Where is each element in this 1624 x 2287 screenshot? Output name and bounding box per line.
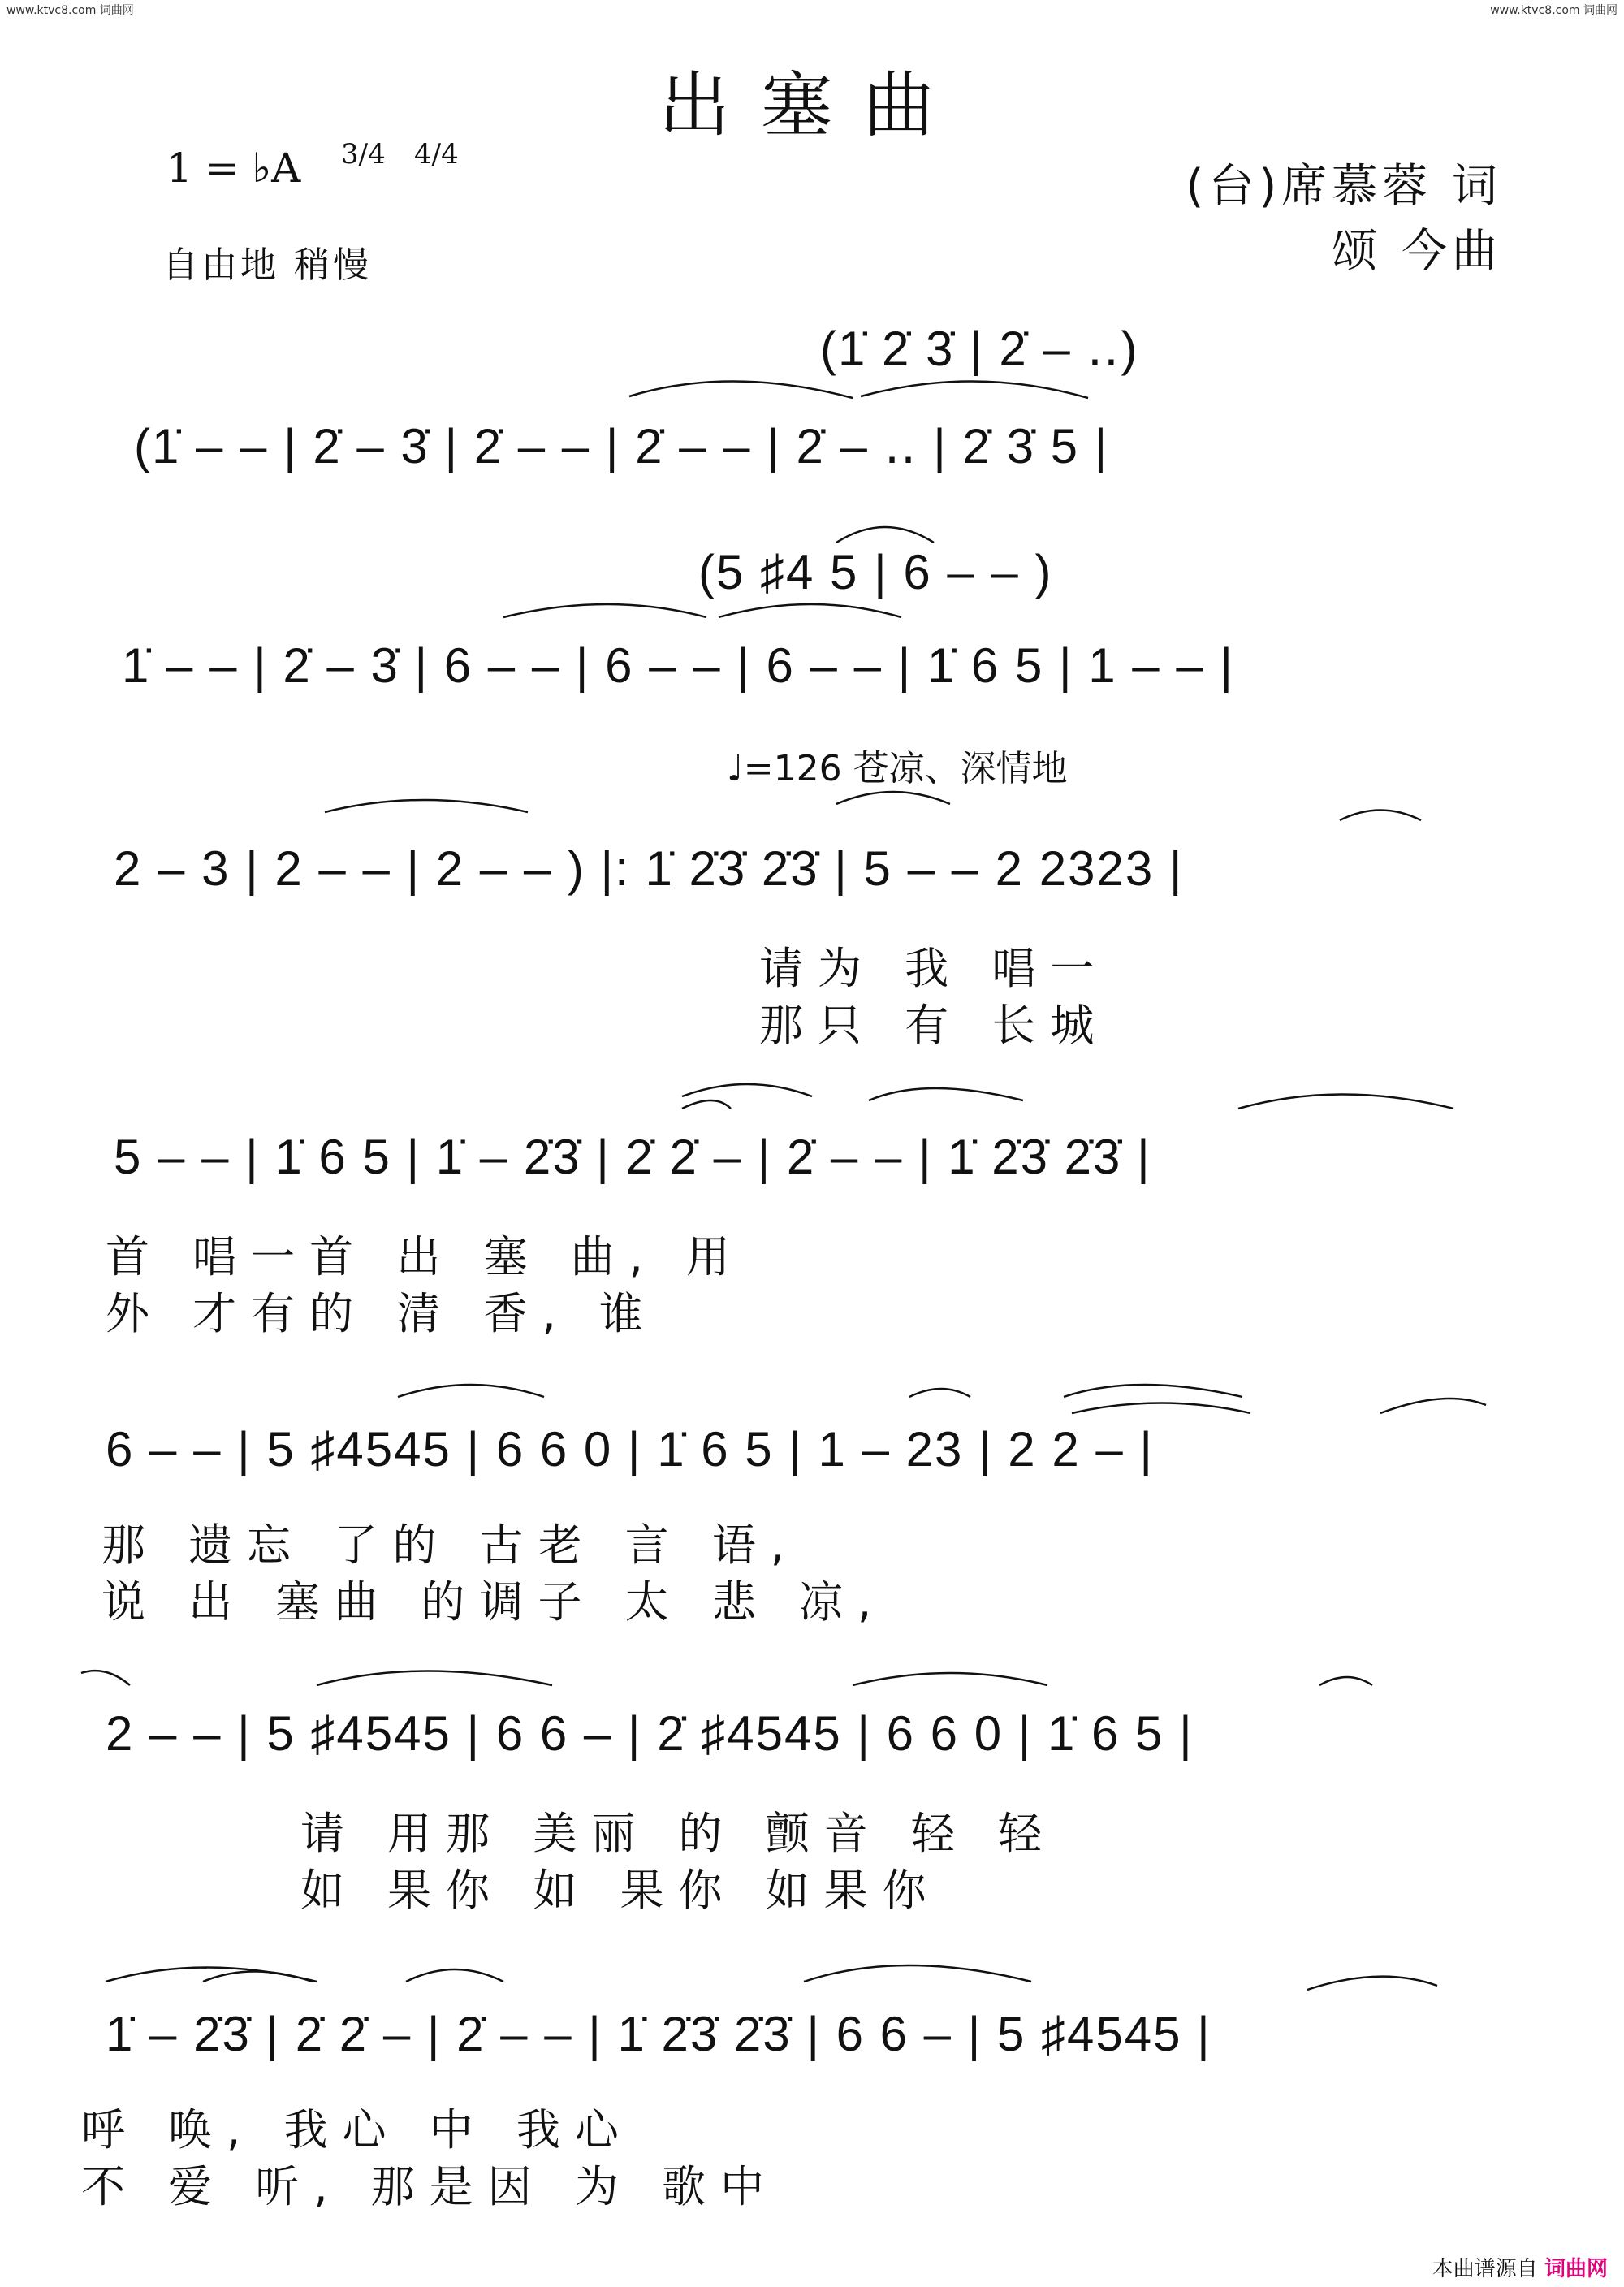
system-3-lyric-2: 那只 有 长城 (759, 1000, 1109, 1051)
system-3-lyric-1: 请为 我 唱一 (759, 943, 1109, 994)
system-6-lyric-2: 如 果你 如 果你 如果你 (300, 1865, 941, 1916)
key-signature: 1 = ♭A (166, 145, 301, 192)
system-5-notes: 6 – – | 5 ♯4545 | 6 6 0 | 1̇ 6 5 | 1 – 23 | 2 2 – | (106, 1422, 1155, 1476)
system-7-lyric-1: 呼 唤, 我心 中 我心 (81, 2104, 633, 2155)
system-4-lyric-1: 首 唱一首 出 塞 曲, 用 (106, 1231, 745, 1282)
system-6-notes: 2 – – | 5 ♯4545 | 6 6 – | 2̇ ♯4545 | 6 6 0 | 1̇ 6 5 | (106, 1706, 1194, 1761)
footer-brand[interactable]: 词曲网 (1544, 2257, 1608, 2281)
time-signature-1: 3/4 (341, 138, 386, 171)
source-footer (1432, 2252, 1608, 2282)
system-2-upper-notes: (5 ♯4 5 | 6 – – ) (698, 545, 1053, 599)
tempo-change-marking: ♩=126 苍凉、深情地 (727, 748, 1068, 789)
tempo-marking: 自由地 稍慢 (162, 244, 372, 286)
system-3-notes: 2 – 3 | 2 – – | 2 – – ) |: 1̇ 2̇3̇ 2̇3̇ | 5 – – 2 2323 | (114, 841, 1184, 896)
system-1-notes: (1̇ – – | 2̇ – 3̇ | 2̇ – – | 2̇ – – | 2̇ – ‥ | 2̇ 3̇ 5 | (134, 419, 1109, 473)
watermark-left: www.ktvc8.com 词曲网 (6, 4, 134, 17)
score-title: 出塞曲 (658, 63, 965, 147)
composer-credit: 颂 今曲 (1332, 225, 1502, 278)
watermark-right: www.ktvc8.com 词曲网 (1490, 4, 1618, 17)
system-1-upper-notes: (1̇ 2̇ 3̇ | 2̇ – ‥) (820, 322, 1139, 376)
system-2-notes: 1̇ – – | 2̇ – 3̇ | 6 – – | 6 – – | 6 – – | 1̇ 6 5 | 1 – – | (122, 638, 1234, 693)
system-7-lyric-2: 不 爱 听, 那是因 为 歌中 (81, 2161, 779, 2212)
system-5-lyric-1: 那 遗忘 了的 古老 言 语, (102, 1520, 799, 1571)
lyricist-credit: (台)席慕蓉 词 (1186, 160, 1502, 213)
footer-left-text: 本曲谱源自 (1432, 2257, 1538, 2281)
system-4-lyric-2: 外 才有的 清 香, 谁 (106, 1288, 658, 1339)
time-signature-2: 4/4 (414, 138, 459, 171)
system-7-notes: 1̇ – 2̇3̇ | 2̇ 2̇ – | 2̇ – – | 1̇ 2̇3̇ 2̇3̇ | 6 6 – | 5 ♯4545 | (106, 2007, 1212, 2061)
system-4-notes: 5 – – | 1̇ 6 5 | 1̇ – 2̇3̇ | 2̇ 2̇ – | 2̇ – – | 1̇ 2̇3̇ 2̇3̇ | (114, 1130, 1151, 1184)
system-5-lyric-2: 说 出 塞曲 的调子 太 悲 凉, (102, 1576, 887, 1628)
system-6-lyric-1: 请 用那 美丽 的 颤音 轻 轻 (300, 1808, 1056, 1859)
